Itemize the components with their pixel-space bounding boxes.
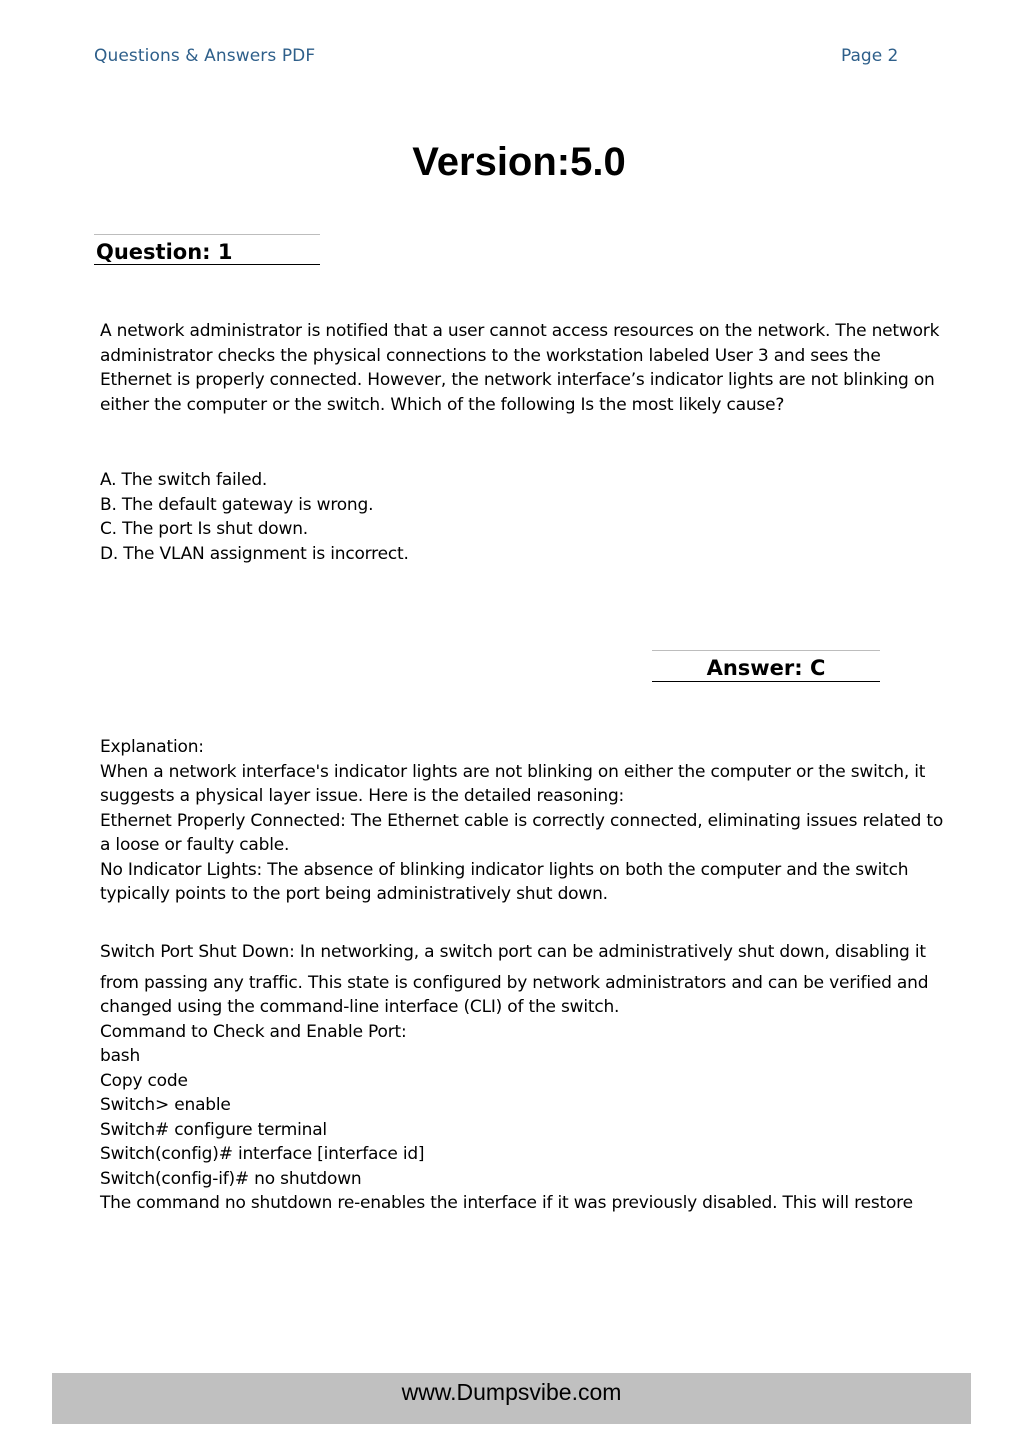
explanation-label: Explanation: <box>100 737 204 757</box>
question-text-line: Ethernet is properly connected. However, the network interface’s indicator lights are not blinking on <box>100 370 935 390</box>
answer-options <box>100 468 970 566</box>
option-d: D. The VLAN assignment is incorrect. <box>100 543 409 564</box>
explanation-commands <box>100 940 970 1216</box>
explanation-line: Switch Port Shut Down: In networking, a switch port can be administratively shut down, disabling it <box>100 942 926 962</box>
question-text <box>100 319 970 417</box>
page-header-title: Questions & Answers PDF <box>94 46 316 66</box>
question-text-line: either the computer or the switch. Which of the following Is the most likely cause? <box>100 394 785 415</box>
question-rule-top <box>94 234 320 235</box>
explanation-line: changed using the command-line interface (CLI) of the switch. <box>100 997 620 1017</box>
footer-website: www.Dumpsvibe.com <box>401 1379 622 1405</box>
copy-code-label: Copy code <box>100 1070 188 1091</box>
command-line: Switch> enable <box>100 1095 231 1115</box>
question-rule-bottom <box>94 264 320 265</box>
explanation-line: When a network interface's indicator lights are not blinking on either the computer or the switch, it <box>100 761 926 782</box>
question-text-line: administrator checks the physical connections to the workstation labeled User 3 and sees the <box>100 345 881 366</box>
explanation-line: from passing any traffic. This state is configured by network administrators and can be verified and <box>100 972 929 993</box>
option-c: C. The port Is shut down. <box>100 519 308 539</box>
answer-rule-top <box>652 650 880 651</box>
command-line: Switch(config)# interface [interface id] <box>100 1144 425 1164</box>
explanation-line: No Indicator Lights: The absence of blinking indicator lights on both the computer and the switch <box>100 859 909 880</box>
answer-heading: Answer: C <box>706 656 826 680</box>
explanation-line: a loose or faulty cable. <box>100 835 290 855</box>
question-heading: Question: 1 <box>96 240 233 264</box>
footer-bar <box>52 1373 971 1424</box>
version-title: Version:5.0 <box>412 140 626 184</box>
code-language: bash <box>100 1046 141 1066</box>
option-a: A. The switch failed. <box>100 470 268 490</box>
explanation-line: typically points to the port being administratively shut down. <box>100 884 608 904</box>
explanation <box>100 735 970 907</box>
option-b: B. The default gateway is wrong. <box>100 494 374 515</box>
explanation-line: Command to Check and Enable Port: <box>100 1021 407 1042</box>
explanation-line: suggests a physical layer issue. Here is the detailed reasoning: <box>100 786 625 806</box>
explanation-line: The command no shutdown re-enables the interface if it was previously disabled. This will restore <box>100 1193 913 1213</box>
answer-rule-bottom <box>652 681 880 682</box>
command-line: Switch# configure terminal <box>100 1119 327 1140</box>
page-number: Page 2 <box>841 46 899 66</box>
question-text-line: A network administrator is notified that a user cannot access resources on the network. The network <box>100 321 940 341</box>
explanation-line: Ethernet Properly Connected: The Ethernet cable is correctly connected, eliminating issues related to <box>100 810 944 831</box>
command-line: Switch(config-if)# no shutdown <box>100 1168 362 1189</box>
